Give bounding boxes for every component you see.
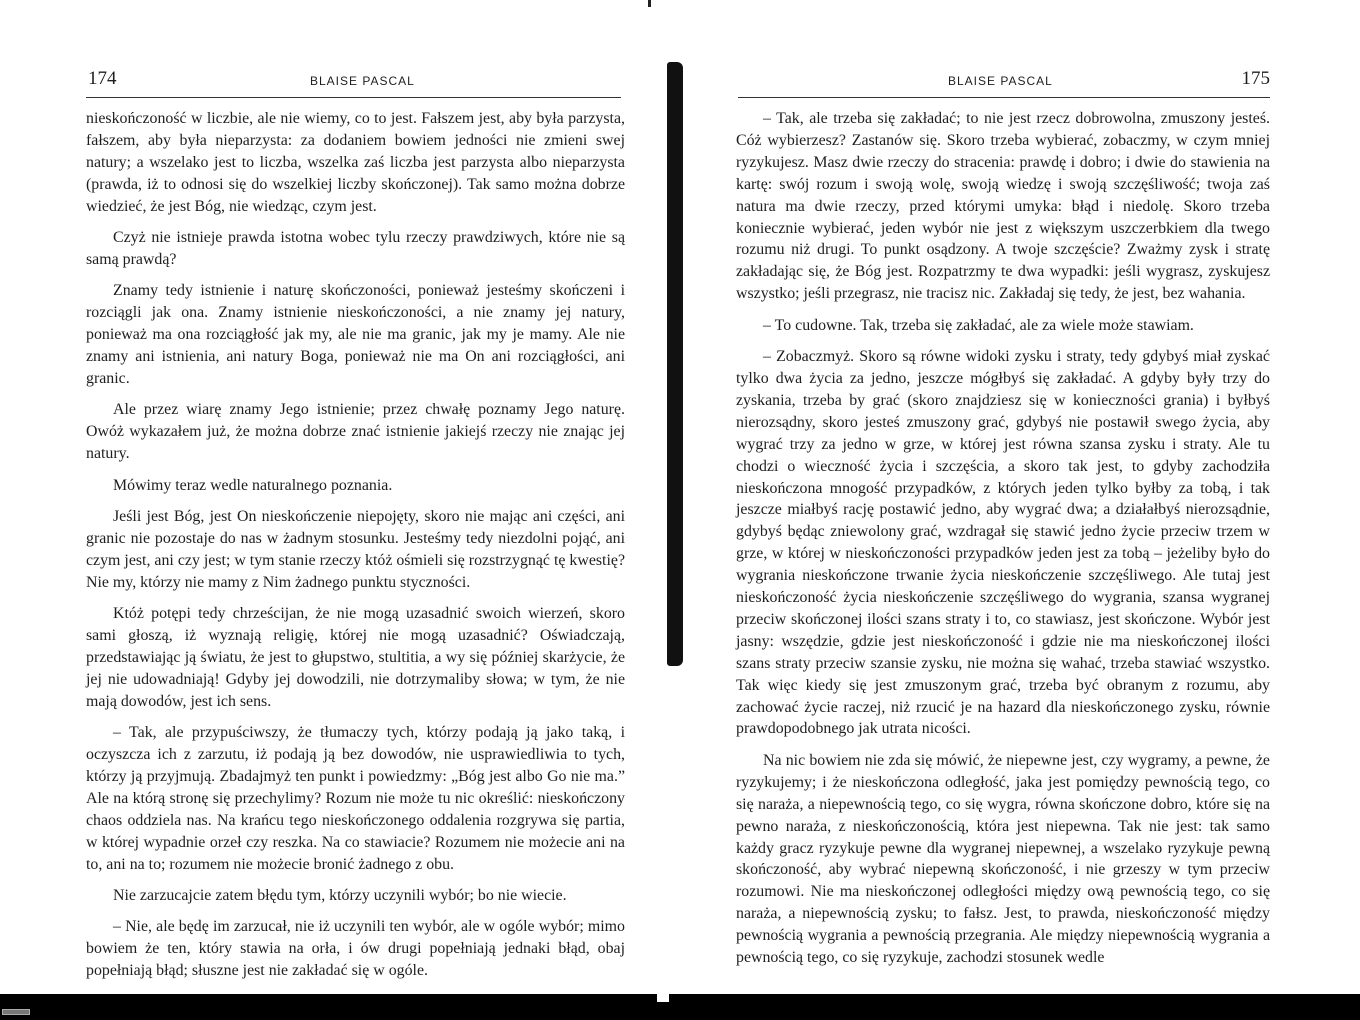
- left-paragraph: Czyż nie istnieje prawda istotna wobec tylu rzeczy prawdziwych, które nie są samą prawdą?: [86, 229, 625, 268]
- right-page-header: [730, 68, 1270, 94]
- left-paragraph: Znamy tedy istnienie i naturę skończoności, ponieważ jesteśmy skończeni i rozciągli jak ona. Znamy istnienie nieskończoności, a nie znamy jej natury, ponieważ ma ona rozciągłość jak my, ale nie ma granic, jak my je mamy. Ale nie znamy ani istnienia, ani natury Boga, ponieważ nie ma On ani rozciągłości, ani granic.: [86, 282, 625, 387]
- left-running-head: BLAISE PASCAL: [310, 74, 415, 88]
- right-header-rule: [738, 97, 1270, 98]
- left-paragraph: Jeśli jest Bóg, jest On nieskończenie niepojęty, skoro nie mając ani części, ani granic nie pozostaje do nas w żadnym stosunku. Jesteśmy tedy niezdolni pojąć, ani czym jest, ani czy jest; w tym stanie rzeczy któż ośmieli się rozstrzygnąć tę kwestię? Nie my, którzy nie mamy z Nim żadnego punktu styczności.: [86, 508, 625, 591]
- left-paragraph: Ale przez wiarę znamy Jego istnienie; przez chwałę poznamy Jego naturę. Owóż wykazałem już, że można dobrze znać istnienie jakiejś rzeczy nie znając jej natury.: [86, 401, 625, 463]
- left-page-body: [86, 108, 625, 992]
- left-page-header: [80, 68, 625, 94]
- gutter-shadow: [667, 62, 683, 666]
- left-paragraph: – Tak, ale przypuściwszy, że tłumaczy tych, którzy podają ją jako taką, i oczyszcza ich z zarzutu, iż podają ją bez dowodów, nie usprawiedliwia to tych, którzy ją przyjmują. Zbadajmyż ten punkt i powiedzmy: „Bóg jest albo Go nie ma.” Ale na którą stronę się przechylimy? Rozum nie może tu nic określić: nieskończony chaos oddziela nas. Na krańcu tego nieskończonego oddalenia rozgrywa się partia, w której wypadnie orzeł czy reszka. Na co stawiacie? Rozumem nie możecie ani na to, ani na to; rozumem nie możecie bronić żadnego z obu.: [86, 724, 625, 873]
- left-header-rule: [86, 97, 621, 98]
- left-paragraph: Nie zarzucajcie zatem błędu tym, którzy uczynili wybór; bo nie wiecie.: [113, 887, 567, 904]
- right-page-number: 175: [1241, 68, 1270, 89]
- scan-edge-gap: [657, 994, 669, 1002]
- right-page-body: [736, 108, 1270, 978]
- left-paragraph: nieskończoność w liczbie, ale nie wiemy, co to jest. Fałszem jest, aby była parzysta, fałszem, aby była nieparzysta: za dodaniem bowiem jedności nie zmieni swej natury; a wszelako jest to liczba, wszelka zaś liczba jest parzysta albo nieparzysta (prawda, iż to odnosi się do wszelkiej liczby skończonej). Tak samo można dobrze wiedzieć, że jest Bóg, nie wiedząc, czym jest.: [86, 110, 625, 215]
- scan-bottom-edge: [0, 994, 1360, 1020]
- scanner-tab-mark: [2, 1009, 30, 1015]
- left-paragraph: Któż potępi tedy chrześcijan, że nie mogą uzasadnić swoich wierzeń, skoro sami głoszą, iż wyznają religię, której nie mogą uzasadnić? Oświadczają, przedstawiając ją światu, że jest to głupstwo, stultitia, a wy się później skarżycie, że jej nie udowadniają! Gdyby jej dowodzili, nie dotrzymaliby słowa; w tym, że nie mają dowodów, jest ich sens.: [86, 605, 625, 710]
- right-running-head: BLAISE PASCAL: [948, 74, 1053, 88]
- left-paragraph: – Nie, ale będę im zarzucał, nie iż uczynili ten wybór, ale w ogóle wybór; mimo bowiem że ten, który stawia na orła, i ów drugi popełniają jednaki błąd, obaj popełniają błąd; słuszne jest nie zakładać się w ogóle.: [86, 918, 625, 980]
- left-paragraph: Mówimy teraz wedle naturalnego poznania.: [113, 476, 393, 494]
- right-paragraph: – Tak, ale trzeba się zakładać; to nie jest rzecz dobrowolna, zmuszony jesteś. Cóż wybierzesz? Zastanów się. Skoro trzeba wybierać, zobaczmy, w czym mniej ryzykujesz. Masz dwie rzeczy do stracenia: prawdę i dobro; i dwie do stawienia na kartę: swój rozum i swoją wolę, swoją wiedzę i swoją szczęśliwość; twoja zaś natura ma dwie rzeczy, przed którymi umyka: błąd i niedolę. Skoro trzeba koniecznie wybierać, jeden wybór nie jest z większym uszczerbkiem dla twego rozumu niż drugi. To punkt osądzony. A twoje szczęście? Zważmy zysk i stratę zakładając się, że Bóg jest. Rozpatrzmy te dwa wypadki: jeśli wygrasz, zyskujesz wszystko; jeśli przegrasz, nie tracisz nic. Zakładaj się tedy, że jest, bez wahania.: [736, 110, 1270, 303]
- right-paragraph: Na nic bowiem nie zda się mówić, że niepewne jest, czy wygramy, a pewne, że ryzykujemy; i że nieskończona odległość, jaka jest pomiędzy pewnością tego, co się naraża, a niepewnością tego, co się wygra, równa skończone dobro, które się na pewno naraża, z nieskończonością, która jest niepewna. Tak nie jest: tak samo każdy gracz ryzykuje pewne dla wygranej niepewnej, a wszelako ryzykuje pewną skończoność, aby wybrać niepewną skończoność, i nie grzeszy w tym przeciw rozumowi. Nie ma nieskończonej odległości między ową pewnością tego, co się naraża, a niepewnością zysku; to fałsz. Jest, to prawda, nieskończoność między pewnością wygrania a pewnością przegrania. Ale między niepewnością wygrania a pewnością tego, co się ryzykuje, zachodzi stosunek wedle: [736, 751, 1270, 967]
- gutter-tick-mark: [648, 0, 651, 7]
- left-page-number: 174: [88, 68, 117, 89]
- right-paragraph: – To cudowne. Tak, trzeba się zakładać, ale za wiele może stawiam.: [763, 316, 1194, 334]
- right-paragraph: – Zobaczmyż. Skoro są równe widoki zysku i straty, tedy gdybyś miał zyskać tylko dwa życia za jedno, jeszcze mógłbyś się zakładać. A gdyby były trzy do zyskania, trzeba by grać (skoro znajdziesz się w konieczności grania) i byłbyś nierozsądny, skoro jesteś zmuszony grać, gdybyś nie postawił swego życia, aby wygrać trzy za jedno w grze, w której jest równa szansa zysku i straty. Ale tu chodzi o wieczność życia i szczęścia, a skoro tak jest, to gdyby zachodziła nieskończona mnogość przypadków, z których jeden tylko byłby za tobą, i tak jeszcze miałbyś rację postawić jedno, aby wygrać dwa; a działałbyś nierozsądnie, gdybyś będąc zniewolony grać, wzdragał się stawić jedno życie przeciw trzem w grze, w której w nieskończoności przypadków jeden jest za tobą – jeżeliby było do wygrania nieskończone trwanie życia nieskończenie szczęśliwego. Ale tutaj jest nieskończoność życia nieskończenie szczęśliwego do wygrania, szansa wygranej przeciw skończonej ilości szans straty i to, co stawiasz, jest skończone. Wybór jest jasny: wszędzie, gdzie jest nieskończoność i gdzie nie ma nieskończonej ilości szans straty przeciw szansie zysku, nie można się wahać, trzeba stawiać wszystko. Tak więc kiedy się jest zmuszonym grać, trzeba być obranym z rozumu, aby zachować życie raczej, niż rzucić je na hazard dla nieskończonego zysku, równie prawdopodobnego jak utrata nicości.: [736, 348, 1270, 738]
